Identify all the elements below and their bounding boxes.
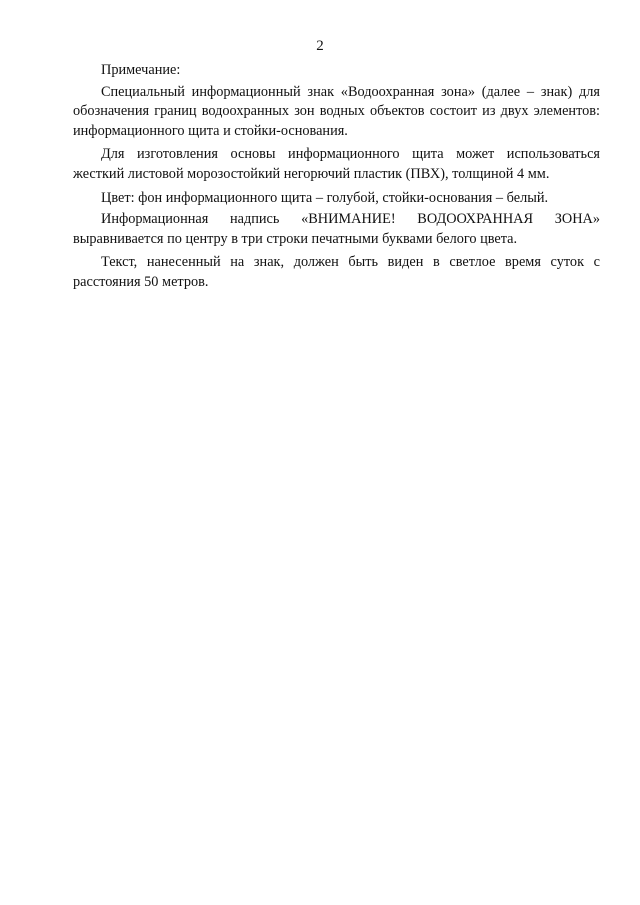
document-body xyxy=(73,61,600,297)
page-number: 2 xyxy=(316,38,324,54)
paragraph-sign-description: Специальный информационный знак «Водоохранная зона» (далее – знак) для обозначения границ водоохранных зон водных объектов состоит из двух элементов: информационного щита и стойки-основания. xyxy=(73,83,600,139)
note-heading: Примечание: xyxy=(101,62,181,78)
paragraph-visibility: Текст, нанесенный на знак, должен быть виден в светлое время суток с расстояния 50 метров. xyxy=(73,254,600,290)
paragraph-inscription: Информационная надпись «ВНИМАНИЕ! ВОДООХРАННАЯ ЗОНА» выравнивается по центру в три строки печатными буквами белого цвета. xyxy=(73,211,600,247)
paragraph-color: Цвет: фон информационного щита – голубой, стойки-основания – белый. xyxy=(101,189,549,206)
paragraph-material: Для изготовления основы информационного щита может использоваться жесткий листовой морозостойкий негорючий пластик (ПВХ), толщиной 4 мм. xyxy=(73,146,600,182)
